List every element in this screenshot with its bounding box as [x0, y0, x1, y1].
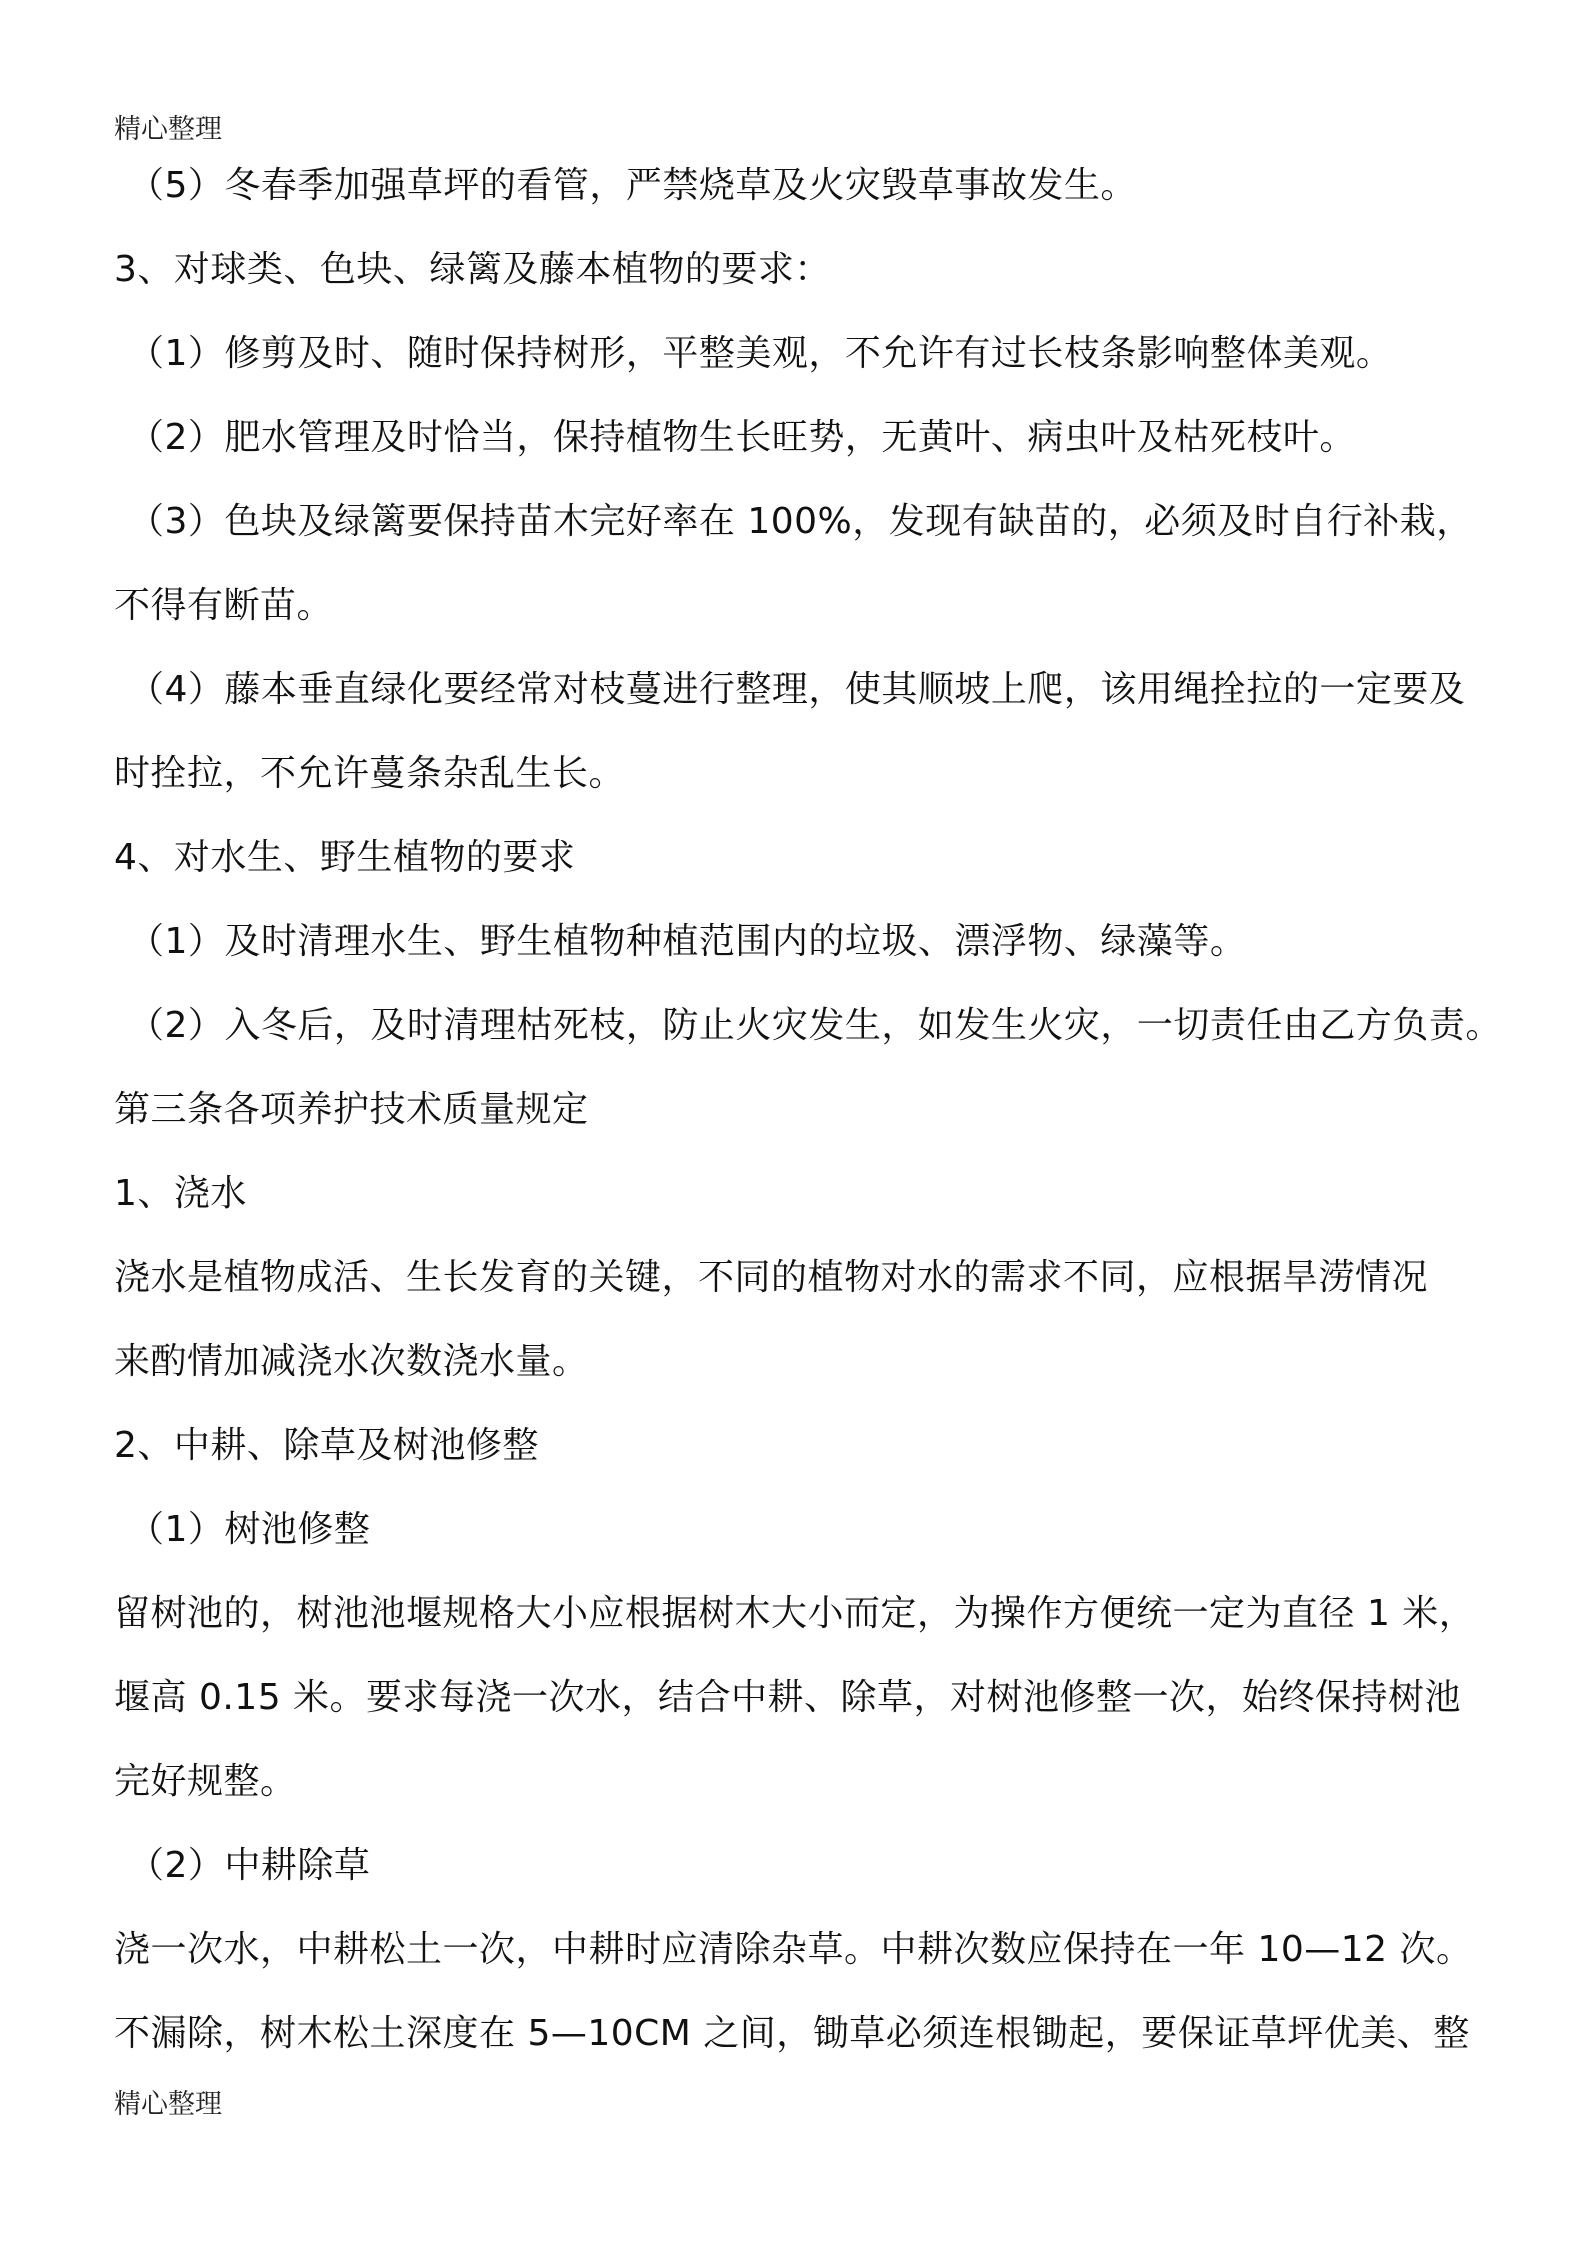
footer-note: 精心整理 — [114, 2089, 222, 2120]
section-heading: 3、对球类、色块、绿篱及藤本植物的要求： — [114, 249, 831, 290]
article-heading: 第三条各项养护技术质量规定 — [114, 1089, 589, 1130]
text-line: 时拴拉，不允许蔓条杂乱生长。 — [114, 753, 626, 794]
text-line: 浇一次水，中耕松土一次，中耕时应清除杂草。中耕次数应保持在一年 10—12 次。 — [114, 1929, 1473, 1970]
text-line: 浇水是植物成活、生长发育的关键，不同的植物对水的需求不同，应根据旱涝情况 — [114, 1257, 1429, 1298]
text-line: （2）肥水管理及时恰当，保持植物生长旺势，无黄叶、病虫叶及枯死枝叶。 — [128, 417, 1356, 458]
text-line: （1）修剪及时、随时保持树形，平整美观，不允许有过长枝条影响整体美观。 — [128, 333, 1393, 374]
header-note: 精心整理 — [114, 114, 222, 145]
text-line: 留树池的，树池池堰规格大小应根据树木大小而定，为操作方便统一定为直径 1 米， — [114, 1593, 1476, 1634]
text-line: （2）入冬后，及时清理枯死枝，防止火灾发生，如发生火灾，一切责任由乙方负责。 — [128, 1005, 1502, 1046]
text-line: 堰高 0.15 米。要求每浇一次水，结合中耕、除草，对树池修整一次，始终保持树池 — [114, 1677, 1462, 1718]
text-line: 不得有断苗。 — [114, 585, 334, 626]
section-heading: 1、浇水 — [114, 1173, 247, 1214]
section-heading: 4、对水生、野生植物的要求 — [114, 837, 576, 878]
text-line: （5）冬春季加强草坪的看管，严禁烧草及火灾毁草事故发生。 — [128, 165, 1137, 206]
subsection-heading: （2）中耕除草 — [128, 1845, 371, 1886]
text-line: （4）藤本垂直绿化要经常对枝蔓进行整理，使其顺坡上爬，该用绳拴拉的一定要及 — [128, 669, 1466, 710]
text-line: 完好规整。 — [114, 1761, 297, 1802]
text-line: （3）色块及绿篱要保持苗木完好率在 100%，发现有缺苗的，必须及时自行补栽， — [128, 501, 1473, 542]
text-line: 不漏除，树木松土深度在 5—10CM 之间，锄草必须连根锄起，要保证草坪优美、整 — [114, 2013, 1470, 2054]
section-heading: 2、中耕、除草及树池修整 — [114, 1425, 539, 1466]
text-line: （1）及时清理水生、野生植物种植范围内的垃圾、漂浮物、绿藻等。 — [128, 921, 1247, 962]
text-line: 来酌情加减浇水次数浇水量。 — [114, 1341, 589, 1382]
subsection-heading: （1）树池修整 — [128, 1509, 371, 1550]
